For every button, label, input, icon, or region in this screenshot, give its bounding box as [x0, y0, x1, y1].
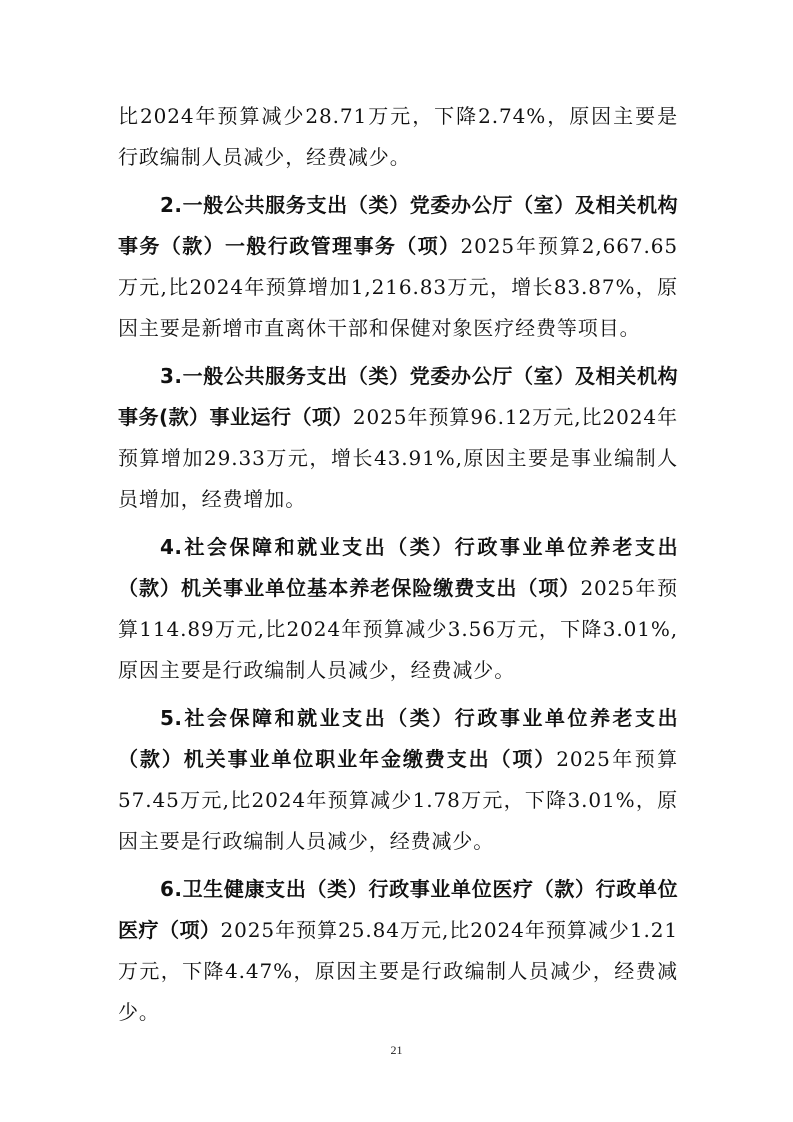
paragraph-heading: 3.一般公共服务支出（类）党委办公厅（室）及相关机构事务(款）事业运行（项）: [118, 364, 678, 429]
paragraph-text: 2025年预算96.12万元,比2024年预算增加29.33万元，增长43.91%,原因主要是事业编制人员增加，经费增加。: [118, 405, 678, 511]
paragraph-item-2: [118, 185, 678, 349]
document-page: [118, 96, 678, 1033]
paragraph-heading: 6.卫生健康支出（类）行政事业单位医疗（款）行政单位医疗（项）: [118, 877, 678, 942]
paragraph-text: 2025年预算57.45万元,比2024年预算减少1.78万元，下降3.01%，原因主要是行政编制人员减少，经费减少。: [118, 747, 679, 853]
paragraph-item-5: [118, 698, 678, 862]
paragraph-item-4: [118, 527, 678, 691]
paragraph-continuation: [118, 96, 678, 178]
paragraph-text: 2025年预算25.84万元,比2024年预算减少1.21万元，下降4.47%，原因主要是行政编制人员减少，经费减少。: [118, 918, 679, 1024]
paragraph-text: 2025年预算114.89万元,比2024年预算减少3.56万元，下降3.01%,原因主要是行政编制人员减少，经费减少。: [118, 576, 678, 682]
page-number: 21: [390, 1043, 403, 1057]
paragraph-heading: 5.社会保障和就业支出（类）行政事业单位养老支出（款）机关事业单位职业年金缴费支出（项）: [118, 706, 678, 771]
paragraph-heading: 4.社会保障和就业支出（类）行政事业单位养老支出（款）机关事业单位基本养老保险缴费支出（项）: [118, 535, 678, 600]
paragraph-text: 比2024年预算减少28.71万元，下降2.74%，原因主要是行政编制人员减少，经费减少。: [118, 104, 678, 169]
paragraph-item-6: [118, 869, 678, 1033]
paragraph-heading: 2.一般公共服务支出（类）党委办公厅（室）及相关机构事务（款）一般行政管理事务（项）: [118, 193, 678, 258]
paragraph-item-3: [118, 356, 678, 520]
paragraph-text: 2025年预算2,667.65万元,比2024年预算增加1,216.83万元，增长83.87%，原因主要是新增市直离休干部和保健对象医疗经费等项目。: [118, 234, 678, 340]
